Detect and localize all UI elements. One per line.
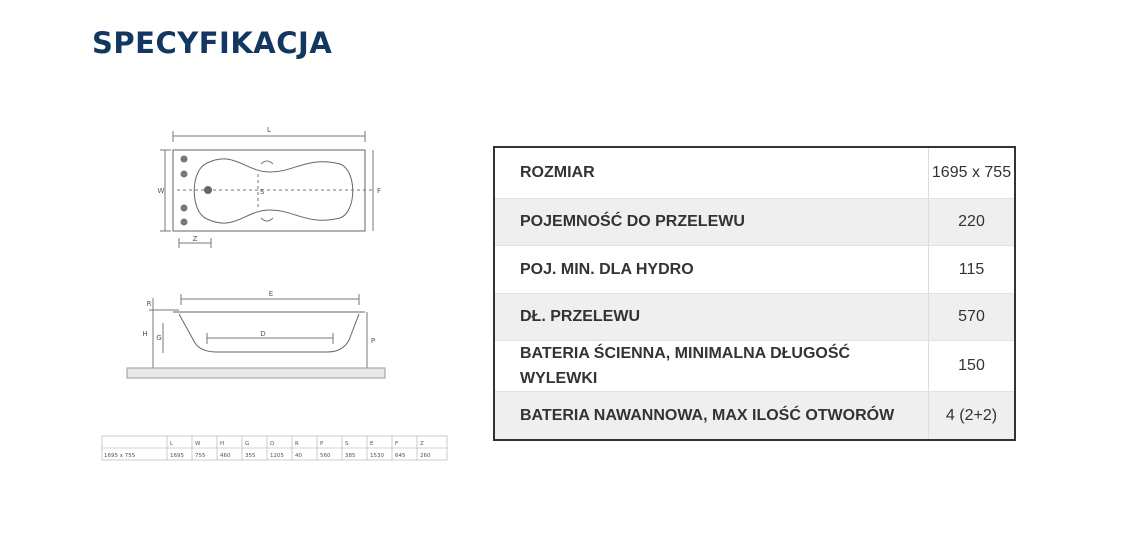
dim-table-cell: 1695 x 755 xyxy=(104,453,136,459)
dim-label-s: S xyxy=(259,188,265,196)
spec-label: ROZMIAR xyxy=(494,147,929,198)
dim-table-header: S xyxy=(345,441,349,447)
dim-table-cell: 385 xyxy=(345,453,356,459)
specification-table xyxy=(493,146,1016,441)
dim-table-cell: 1205 xyxy=(270,453,284,459)
dim-label-r: R xyxy=(146,300,152,308)
spec-value: 220 xyxy=(929,198,1016,245)
dim-label-l: L xyxy=(267,126,271,134)
dim-label-p: P xyxy=(370,337,376,345)
spec-row-overflow-length xyxy=(494,293,1015,340)
dim-table-header: L xyxy=(170,441,174,447)
dim-label-w: W xyxy=(157,187,165,195)
dim-table-header: W xyxy=(195,441,201,447)
dimension-table xyxy=(102,436,447,460)
dim-table-header: G xyxy=(245,441,250,447)
spec-value: 115 xyxy=(929,245,1016,293)
dim-table-cell: 355 xyxy=(245,453,256,459)
dim-table-cell: 260 xyxy=(420,453,431,459)
dim-table-cell: 1695 xyxy=(170,453,184,459)
dim-table-cell: 755 xyxy=(195,453,206,459)
spec-label: POJEMNOŚĆ DO PRZELEWU xyxy=(494,198,929,245)
spec-label: DŁ. PRZELEWU xyxy=(494,293,929,340)
dim-table-cell: 645 xyxy=(395,453,406,459)
spec-label: POJ. MIN. DLA HYDRO xyxy=(494,245,929,293)
spec-row-min-hydro xyxy=(494,245,1015,293)
page-title: SPECYFIKACJA xyxy=(92,26,333,60)
dim-label-z: Z xyxy=(192,235,198,243)
dim-table-header: P xyxy=(320,441,324,447)
spec-row-size xyxy=(494,147,1015,198)
dim-label-d: D xyxy=(260,330,266,338)
spec-row-wall-faucet xyxy=(494,340,1015,391)
spec-value: 4 (2+2) xyxy=(929,391,1016,440)
bathtub-technical-drawing xyxy=(95,118,450,468)
dim-table-cell: 460 xyxy=(220,453,231,459)
spec-label: BATERIA NAWANNOWA, MAX ILOŚĆ OTWORÓW xyxy=(494,391,929,440)
spec-row-deck-faucet xyxy=(494,391,1015,440)
dim-table-cell: 40 xyxy=(295,453,302,459)
dim-table-header: E xyxy=(370,441,374,447)
spec-value: 1695 x 755 xyxy=(931,164,1012,182)
dim-table-cell: 1530 xyxy=(370,453,384,459)
dim-table-cell: 560 xyxy=(320,453,331,459)
dim-table-header: D xyxy=(270,441,275,447)
spec-label: BATERIA ŚCIENNA, MINIMALNA DŁUGOŚĆ WYLEWKI xyxy=(494,340,929,391)
spec-row-capacity xyxy=(494,198,1015,245)
dim-table-header: F xyxy=(395,441,399,447)
spec-value: 570 xyxy=(929,293,1016,340)
dim-table-header: H xyxy=(220,441,225,447)
dim-label-h: H xyxy=(142,330,148,338)
spec-value: 150 xyxy=(929,340,1016,391)
dim-label-f: F xyxy=(376,187,382,195)
dim-label-e: E xyxy=(268,290,274,298)
dim-table-header: Z xyxy=(420,441,424,447)
dim-table-header: R xyxy=(295,441,299,447)
dim-label-g: G xyxy=(156,334,162,342)
